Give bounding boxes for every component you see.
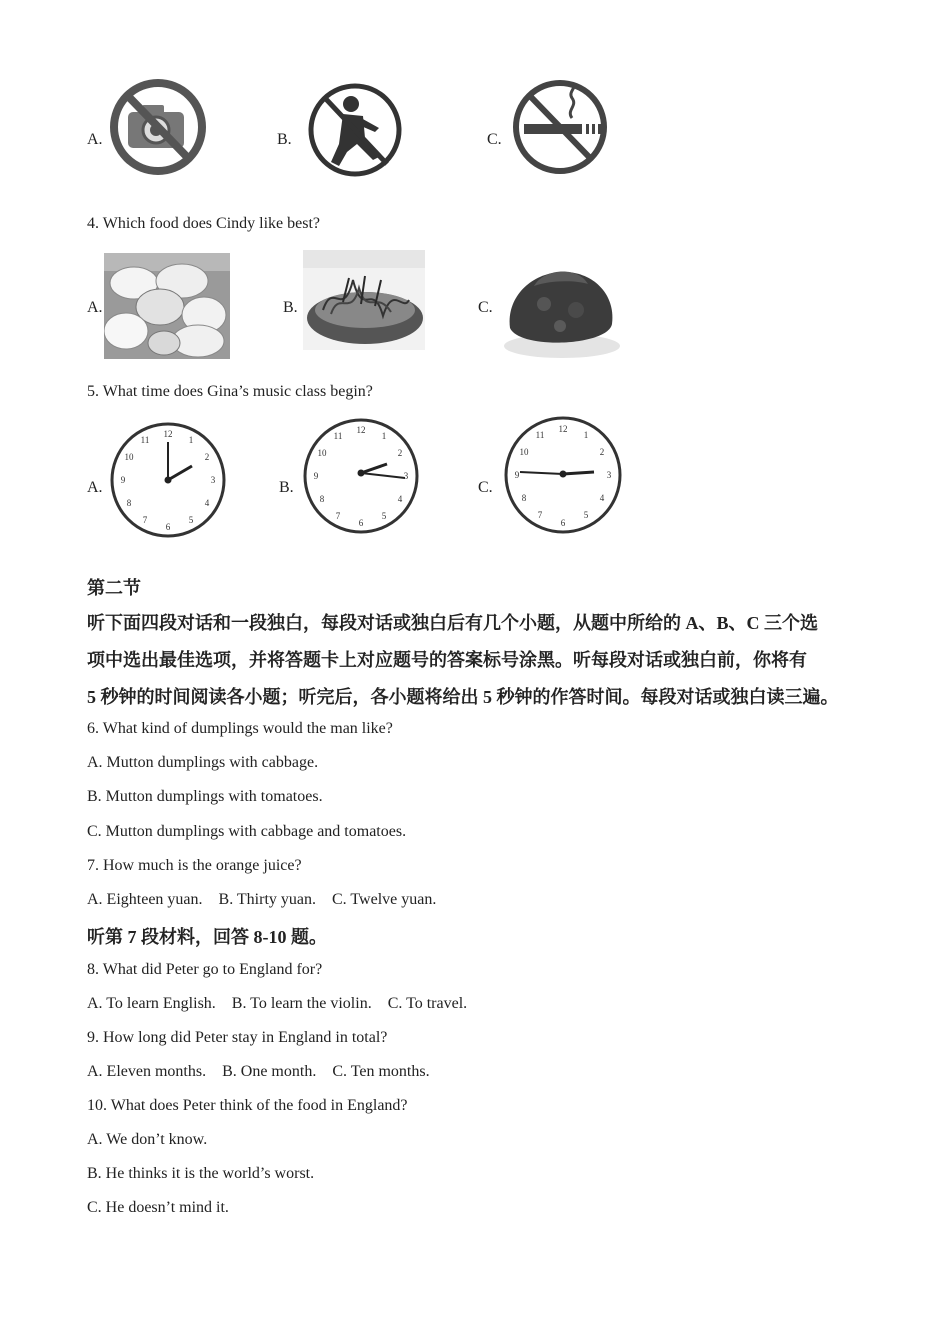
- svg-text:8: 8: [319, 494, 325, 504]
- svg-text:2: 2: [599, 447, 605, 457]
- svg-text:5: 5: [188, 515, 194, 525]
- q3-option-a-letter: A.: [87, 131, 103, 148]
- q3-option-c-letter: C.: [487, 131, 502, 148]
- svg-text:4: 4: [397, 494, 403, 504]
- svg-text:6: 6: [165, 522, 171, 532]
- svg-text:10: 10: [317, 448, 327, 458]
- svg-text:1: 1: [583, 430, 589, 440]
- svg-text:9: 9: [514, 470, 520, 480]
- svg-text:2: 2: [397, 448, 403, 458]
- q5-option-a-letter: A.: [87, 479, 103, 496]
- no-climbing-sign-icon: [303, 82, 407, 178]
- svg-text:2: 2: [204, 452, 210, 462]
- q10-option-c: C. He doesn’t mind it.: [87, 1199, 229, 1216]
- dumplings-photo-icon: [104, 253, 230, 359]
- q4-option-c-letter: C.: [478, 299, 493, 316]
- noodles-photo-icon: [303, 250, 425, 350]
- q8-options: A. To learn English. B. To learn the violin. C. To travel.: [87, 995, 468, 1012]
- svg-text:9: 9: [120, 475, 126, 485]
- q4-option-a-letter: A.: [87, 299, 103, 316]
- q3-option-b-letter: B.: [277, 131, 292, 148]
- svg-text:8: 8: [126, 498, 132, 508]
- section-instructions-line-2: 项中选出最佳选项，并将答题卡上对应题号的答案标号涂黑。听每段对话或独白前，你将有: [87, 650, 807, 670]
- svg-text:5: 5: [583, 510, 589, 520]
- svg-text:12: 12: [558, 424, 568, 434]
- svg-text:5: 5: [381, 511, 387, 521]
- q7-question: 7. How much is the orange juice?: [87, 857, 302, 874]
- q4-option-b-letter: B.: [283, 299, 298, 316]
- q9-question: 9. How long did Peter stay in England in total?: [87, 1029, 388, 1046]
- svg-text:7: 7: [537, 510, 543, 520]
- svg-text:3: 3: [403, 471, 409, 481]
- q6-question: 6. What kind of dumplings would the man like?: [87, 720, 393, 737]
- svg-text:10: 10: [124, 452, 134, 462]
- material-7-heading: 听第 7 段材料，回答 8-10 题。: [87, 927, 327, 947]
- clock-two-fifteen-icon: [301, 416, 421, 536]
- q5-option-b-letter: B.: [279, 479, 294, 496]
- svg-text:3: 3: [210, 475, 216, 485]
- section-heading: 第二节: [87, 578, 141, 598]
- q10-option-a: A. We don’t know.: [87, 1131, 208, 1148]
- svg-text:10: 10: [519, 447, 529, 457]
- svg-text:9: 9: [313, 471, 319, 481]
- q6-option-b: B. Mutton dumplings with tomatoes.: [87, 788, 323, 805]
- no-camera-sign-icon: [104, 78, 212, 176]
- svg-text:4: 4: [204, 498, 210, 508]
- section-instructions-line-1: 听下面四段对话和一段独白，每段对话或独白后有几个小题，从题中所给的 A、B、C 三个选: [87, 613, 818, 633]
- svg-text:3: 3: [606, 470, 612, 480]
- svg-text:11: 11: [535, 430, 545, 440]
- svg-text:12: 12: [356, 425, 366, 435]
- q5-option-c-letter: C.: [478, 479, 493, 496]
- no-smoking-sign-icon: [506, 78, 614, 176]
- svg-text:7: 7: [142, 515, 148, 525]
- svg-text:11: 11: [140, 435, 150, 445]
- svg-text:12: 12: [163, 429, 173, 439]
- svg-text:11: 11: [333, 431, 343, 441]
- q10-option-b: B. He thinks it is the world’s worst.: [87, 1165, 315, 1182]
- svg-text:7: 7: [335, 511, 341, 521]
- svg-text:6: 6: [560, 518, 566, 528]
- q4-question: 4. Which food does Cindy like best?: [87, 215, 320, 232]
- svg-text:1: 1: [381, 431, 387, 441]
- svg-text:6: 6: [358, 518, 364, 528]
- clock-two-forty-five-icon: [502, 414, 624, 536]
- q7-options: A. Eighteen yuan. B. Thirty yuan. C. Twelve yuan.: [87, 891, 437, 908]
- q6-option-c: C. Mutton dumplings with cabbage and tomatoes.: [87, 823, 407, 840]
- q5-question: 5. What time does Gina’s music class begin?: [87, 383, 373, 400]
- q9-options: A. Eleven months. B. One month. C. Ten months.: [87, 1063, 430, 1080]
- q10-question: 10. What does Peter think of the food in England?: [87, 1097, 408, 1114]
- section-instructions-line-3: 5 秒钟的时间阅读各小题；听完后，各小题将给出 5 秒钟的作答时间。每段对话或独白读三遍。: [87, 687, 839, 707]
- svg-text:4: 4: [599, 493, 605, 503]
- q8-question: 8. What did Peter go to England for?: [87, 961, 323, 978]
- svg-text:8: 8: [521, 493, 527, 503]
- svg-text:1: 1: [188, 435, 194, 445]
- q6-option-a: A. Mutton dumplings with cabbage.: [87, 754, 319, 771]
- clock-two-oclock-icon: [108, 420, 228, 540]
- meat-photo-icon: [500, 258, 622, 362]
